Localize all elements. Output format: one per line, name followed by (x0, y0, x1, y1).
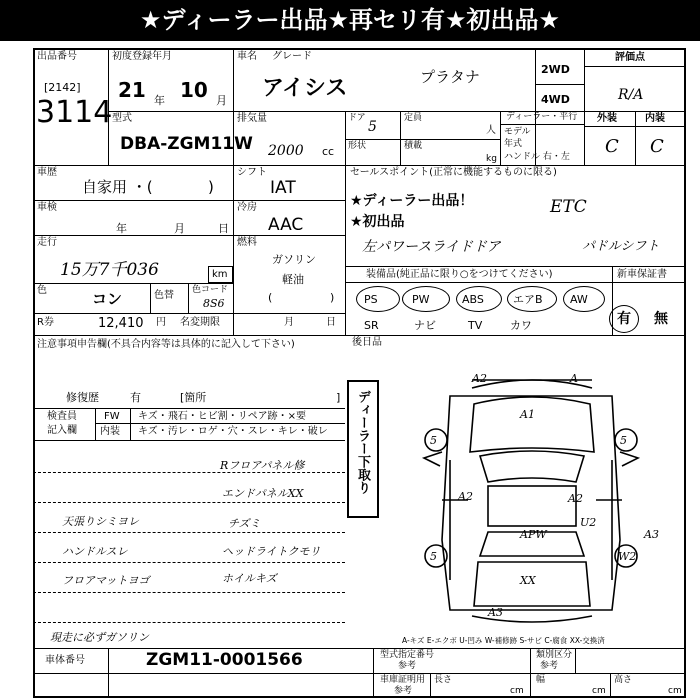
length-unit: cm (510, 686, 524, 696)
inspection-month: 月 (174, 222, 185, 235)
inspector-label2: 記入欄 (47, 425, 77, 436)
damage-legend: A-キズ E-エクボ U-凹み W-補修跡 S-サビ C-腐食 XX-交換済 (402, 636, 605, 645)
repair-location-label: [箇所 (180, 391, 207, 404)
fuel-paren-open: ( (268, 291, 273, 304)
history-close-paren: ) (208, 178, 214, 196)
type-number-label: 型式指定番号 (380, 650, 435, 660)
remark-right-1: Rフロアパネル修 (220, 459, 305, 472)
mark-xx: XX (520, 574, 536, 587)
equip-tv: TV (468, 319, 483, 332)
height-unit: cm (668, 686, 682, 696)
rear-label: 後日品 (352, 337, 382, 348)
name-change-label: 名変期限 (180, 317, 220, 328)
right-mirror (620, 452, 638, 466)
tax-value: 12,410 (98, 316, 144, 331)
lot-sub-number: [2142] (44, 81, 81, 94)
name-change-month: 月 (284, 317, 294, 328)
warranty-yes: 有 (617, 311, 631, 327)
history-label: 車歴 (37, 167, 57, 178)
windshield (480, 451, 584, 482)
doors-label: ドア (348, 113, 366, 123)
inspection-year: 年 (116, 222, 127, 235)
lot-number: 3114 (36, 95, 113, 130)
dealer-off-text: ディーラー下取り (355, 390, 370, 494)
model-year-year: 年式 (504, 139, 523, 149)
mark-a-corner: A (570, 372, 578, 385)
selling-line2: ★初出品 (350, 214, 405, 230)
equip-ps: PS (364, 293, 378, 306)
equipment-label: 装備品(純正品に限り○をつけてください) (366, 269, 553, 280)
evaluation-label: 評価点 (615, 52, 645, 63)
model-label: 型式 (112, 113, 132, 124)
mark-five-left: 5 (430, 434, 437, 447)
color-change-label: 色替 (154, 290, 174, 301)
doors-value: 5 (368, 119, 377, 135)
displacement-label: 排気量 (237, 113, 267, 124)
displacement-value: 2000 (268, 143, 304, 159)
registration-month-unit: 月 (216, 94, 227, 107)
interior-score: C (650, 136, 664, 157)
repair-label: 修復歴 (66, 391, 99, 404)
registration-year: 21 (118, 78, 146, 102)
tax-unit: 円 (156, 317, 166, 328)
width-label: 幅 (536, 675, 546, 685)
mileage-label: 走行 (37, 237, 57, 248)
remark-right-5: ホイルキズ (222, 572, 277, 585)
cert-label: 車庫証明用 (380, 675, 426, 685)
shift-label: シフト (237, 167, 267, 178)
mark-a2-front: A2 (472, 372, 487, 385)
notes-label: 注意事項申告欄(不具合内容等は具体的に記入して下さい) (37, 339, 295, 350)
remark-left-3: フロアマットヨゴ (62, 574, 150, 587)
car-grade: プラタナ (420, 68, 480, 86)
selling-line3b: パドルシフト (582, 239, 660, 254)
length-label: 長さ (434, 675, 453, 685)
model-year-label: モデル (504, 127, 531, 137)
displacement-unit: cc (322, 145, 335, 158)
left-mirror (424, 452, 442, 466)
type-number-ref: 参考 (398, 661, 417, 671)
exterior-score: C (605, 136, 619, 157)
fuel-paren-close: ) (330, 291, 335, 304)
load-label: 積載 (404, 141, 423, 151)
car-diagram (380, 360, 686, 640)
equip-leather: カワ (510, 319, 532, 332)
aircon-value: AAC (268, 215, 304, 235)
equip-pw: PW (412, 293, 430, 306)
lot-label: 出品番号 (37, 51, 77, 62)
mark-a1-top: A1 (520, 408, 535, 421)
exterior-label: 外装 (597, 113, 617, 124)
inspector-fw-label: FW (104, 411, 120, 422)
name-change-day: 日 (326, 317, 336, 328)
mark-a2-right: A2 (568, 492, 583, 505)
inspector-label1: 検査員 (47, 411, 77, 422)
roof (488, 486, 576, 526)
selling-line1-note: ETC (550, 197, 587, 217)
warranty-label: 新車保証書 (617, 269, 667, 280)
tax-label: R券 (37, 317, 54, 328)
width-unit: cm (592, 686, 606, 696)
interior-label: 内装 (645, 113, 665, 124)
remark-left-1: 天張りシミヨレ (62, 515, 139, 528)
selling-points-label: セールスポイント(正常に機能するものに限る) (350, 167, 557, 178)
repair-location-close: ] (336, 391, 341, 404)
remark-right-4: ヘッドライトクモリ (222, 545, 321, 558)
inspector-interior-text: キズ・汚レ・ロゲ・穴・スレ・キレ・破レ (138, 426, 328, 437)
equip-sr: SR (364, 319, 379, 332)
color-label: 色 (37, 285, 47, 296)
equip-abs: ABS (462, 293, 484, 306)
registration-year-unit: 年 (154, 94, 165, 107)
mark-u2: U2 (580, 516, 597, 529)
height-label: 高さ (614, 675, 633, 685)
class-label: 類別区分 (536, 650, 573, 660)
banner-text: ★ディーラー出品★再セリ有★初出品★ (139, 6, 561, 34)
fuel-label: 燃料 (237, 237, 257, 248)
remark-left-2: ハンドルスレ (62, 545, 128, 558)
shift-value: IAT (270, 178, 296, 198)
drive-4wd: 4WD (541, 93, 570, 106)
inspector-fw-text: キズ・飛石・ヒビ割・リペア跡・×要 (138, 411, 306, 422)
mark-apw: APW (520, 528, 547, 541)
fuel-diesel: 軽油 (282, 273, 304, 286)
color-code-label: 色コード (192, 285, 229, 295)
cert-ref: 参考 (394, 686, 413, 696)
mark-five-rear-left: 5 (430, 550, 437, 563)
handle-label: ハンドル 右・左 (504, 152, 570, 162)
load-unit: kg (486, 154, 497, 164)
car-name-label: 車名 (237, 51, 257, 62)
remark-right-3: チズミ (228, 517, 261, 530)
car-grade-label: グレード (272, 51, 312, 62)
capacity-label: 定員 (404, 113, 423, 123)
model-value: DBA-ZGM11W (120, 134, 253, 154)
chassis-label: 車体番号 (45, 655, 85, 666)
selling-line3a: 左パワースライドドア (362, 239, 501, 255)
car-name: アイシス (262, 76, 348, 101)
mark-five-right: 5 (620, 434, 627, 447)
dealer-parallel: ディーラー・平行 (506, 112, 578, 122)
drive-2wd: 2WD (541, 63, 570, 76)
inspection-label: 車検 (37, 202, 57, 213)
repair-value: 有 (130, 391, 141, 404)
mileage-unit: km (212, 269, 228, 280)
selling-line1: ★ディーラー出品！ (350, 193, 474, 209)
color-value: コン (92, 290, 123, 308)
history-value: 自家用 ・( (82, 178, 153, 196)
shape-label: 形状 (348, 141, 367, 151)
equip-navi: ナビ (414, 319, 436, 332)
warranty-no: 無 (654, 311, 668, 327)
equip-airbag: エアB (513, 293, 543, 306)
inspection-day: 日 (218, 222, 229, 235)
mileage-value: 15万7千036 (60, 260, 159, 280)
registration-month: 10 (180, 78, 208, 102)
remark-left-4: 現走に必ずガソリン (50, 631, 149, 644)
fuel-gasoline: ガソリン (272, 253, 316, 266)
mark-a2-left: A2 (458, 490, 473, 503)
aircon-label: 冷房 (237, 202, 257, 213)
inspector-interior-label: 内装 (100, 426, 120, 437)
remark-right-2: エンドパネルXX (222, 487, 304, 500)
mark-w2: W2 (618, 550, 637, 563)
evaluation-score: R/A (618, 87, 644, 103)
mark-a3-right: A3 (644, 528, 659, 541)
capacity-unit: 人 (486, 125, 496, 136)
equip-aw: AW (570, 293, 588, 306)
chassis-value: ZGM11-0001566 (146, 650, 303, 670)
equip-ps-circle (356, 286, 400, 312)
color-code: 8S6 (203, 297, 225, 310)
registration-label: 初度登録年月 (112, 51, 172, 62)
mark-a3-rear: A3 (488, 606, 503, 619)
class-ref: 参考 (540, 661, 559, 671)
hood (470, 397, 594, 452)
